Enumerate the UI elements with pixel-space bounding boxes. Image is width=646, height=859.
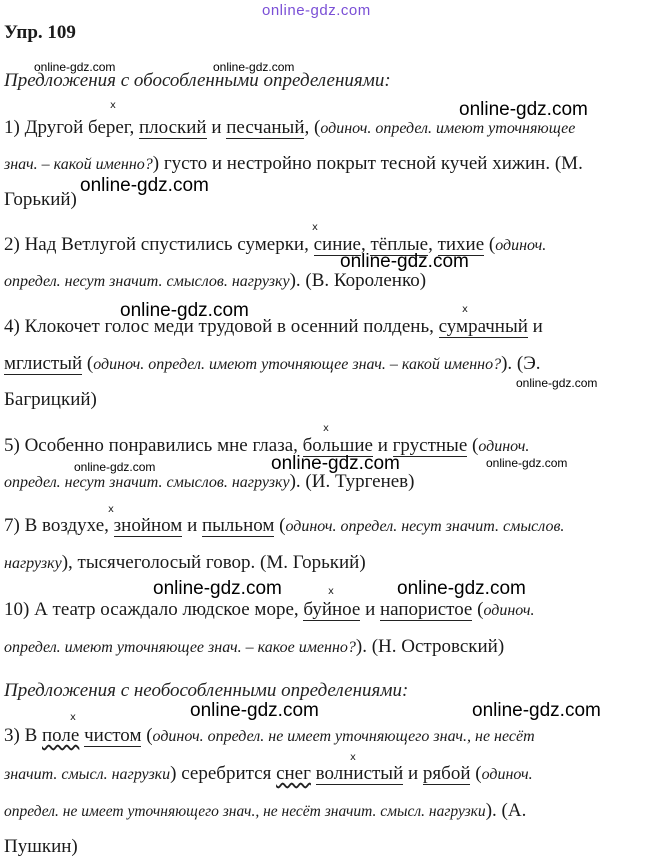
watermark: online-gdz.com [80,175,209,196]
sentence-5-line-2: определ. несут значит. смыслов. нагрузку). (И. Тургенев) [4,471,415,492]
watermark: online-gdz.com [190,700,319,721]
section-heading-isolated: Предложения с обособленными определениями: [4,70,391,91]
x-mark: x [323,423,329,434]
sentence-2-line-2: определ. несут значит. смыслов. нагрузку). (В. Короленко) [4,270,427,291]
x-mark: x [350,752,356,763]
sentence-4-line-1: 4) Клокочет голос меди трудовой в осенний полдень, сумрачный и [4,316,543,337]
sentence-4-line-3: Багрицкий) [4,389,97,410]
watermark-top: online-gdz.com [262,2,371,19]
watermark: online-gdz.com [120,300,249,321]
section-heading-non-isolated: Предложения с необособленными определениями: [4,680,409,701]
sentence-10-line-2: определ. имеют уточняющее знач. – какое именно?). (Н. Островский) [4,636,505,657]
watermark: online-gdz.com [271,453,400,474]
x-mark: x [70,712,76,723]
watermark: online-gdz.com [516,376,598,390]
sentence-1-line-1: 1) Другой берег, плоский и песчаный, (одиноч. определ. имеют уточняющее [4,117,576,138]
watermark: online-gdz.com [397,578,526,599]
watermark: online-gdz.com [486,456,568,470]
sentence-1-line-3: Горький) [4,189,77,210]
sentence-1-line-2: знач. – какой именно?) густо и нестройно покрыт тесной кучей хижин. (М. [4,153,583,174]
watermark: online-gdz.com [34,60,116,74]
sentence-10-line-1: 10) А театр осаждало людское море, буйное и напористое (одиноч. [4,599,535,620]
x-mark: x [110,100,116,111]
exercise-title: Упр. 109 [4,22,76,43]
watermark: online-gdz.com [340,251,469,272]
sentence-5-line-1: 5) Особенно понравились мне глаза, большие и грустные (одиноч. [4,435,530,456]
sentence-7-line-2: нагрузку), тысячеголосый говор. (М. Горький) [4,552,366,573]
x-mark: x [312,222,318,233]
sentence-4-line-2: мглистый (одиноч. определ. имеют уточняющее знач. – какой именно?). (Э. [4,353,541,374]
watermark: online-gdz.com [74,460,156,474]
watermark: online-gdz.com [472,700,601,721]
sentence-3-line-4: Пушкин) [4,836,78,857]
watermark: online-gdz.com [459,99,588,120]
sentence-3-line-1: 3) В поле чистом (одиноч. определ. не имеет уточняющего знач., не несёт [4,725,535,746]
sentence-3-line-2: значит. смысл. нагрузки) серебрится снег волнистый и рябой (одиноч. [4,763,533,784]
watermark: online-gdz.com [213,60,295,74]
watermark: online-gdz.com [153,578,282,599]
x-mark: x [108,504,114,515]
sentence-3-line-3: определ. не имеет уточняющего знач., не несёт значит. смысл. нагрузки). (А. [4,800,527,821]
x-mark: x [462,304,468,315]
sentence-2-line-1: 2) Над Ветлугой спустились сумерки, синие, тёплые, тихие (одиноч. [4,234,547,255]
sentence-7-line-1: 7) В воздухе, знойном и пыльном (одиноч. определ. несут значит. смыслов. [4,515,565,536]
x-mark: x [328,586,334,597]
